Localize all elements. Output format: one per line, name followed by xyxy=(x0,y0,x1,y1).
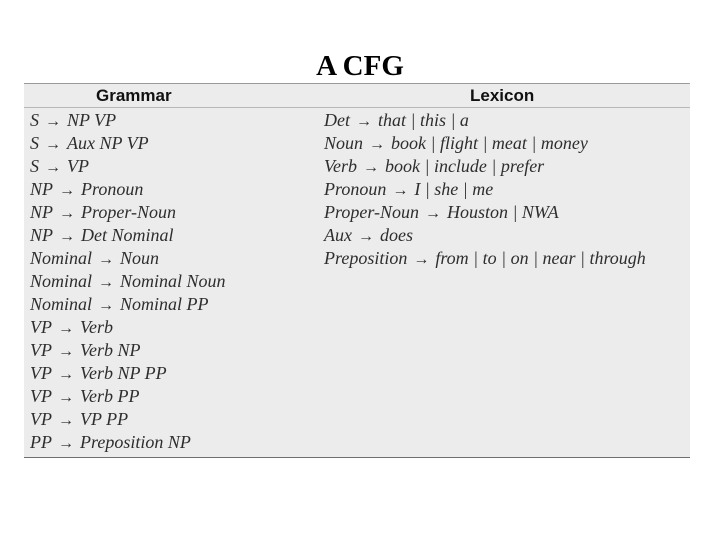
arrow-icon: → xyxy=(98,274,115,291)
arrow-icon: → xyxy=(424,205,441,222)
grammar-rule xyxy=(30,247,226,270)
rule-rhs: book | include | prefer xyxy=(385,156,545,176)
rule-rhs: book | flight | meat | money xyxy=(391,133,588,153)
arrow-icon: → xyxy=(369,136,386,153)
rule-lhs: Proper-Noun xyxy=(324,202,419,222)
rule-lhs: S xyxy=(30,133,39,153)
rule-lhs: VP xyxy=(30,317,52,337)
arrow-icon: → xyxy=(98,297,115,314)
cfg-table xyxy=(24,83,690,458)
arrow-icon: → xyxy=(58,412,74,429)
rule-lhs: VP xyxy=(30,363,52,383)
arrow-icon: → xyxy=(59,182,76,199)
grammar-rule xyxy=(30,178,226,201)
rule-lhs: VP xyxy=(30,340,52,360)
lexicon-rule xyxy=(324,247,646,270)
rule-rhs: NP VP xyxy=(67,110,117,130)
arrow-icon: → xyxy=(363,159,379,176)
rule-rhs: Preposition NP xyxy=(80,432,191,452)
rule-rhs: Pronoun xyxy=(81,179,144,199)
arrow-icon: → xyxy=(58,435,74,452)
rule-rhs: that | this | a xyxy=(378,110,469,130)
arrow-icon: → xyxy=(45,136,61,153)
rule-rhs: VP xyxy=(67,156,89,176)
rule-rhs: Det Nominal xyxy=(81,225,174,245)
arrow-icon: → xyxy=(357,228,374,245)
grammar-rule xyxy=(30,293,226,316)
grammar-rule xyxy=(30,431,226,454)
rule-lhs: Pronoun xyxy=(324,179,387,199)
grammar-rule xyxy=(30,339,226,362)
rule-lhs: Det xyxy=(324,110,350,130)
header-divider xyxy=(24,107,690,108)
rule-rhs: Proper-Noun xyxy=(81,202,176,222)
rule-rhs: VP PP xyxy=(80,409,129,429)
rule-lhs: VP xyxy=(30,386,52,406)
grammar-rule xyxy=(30,385,226,408)
rule-lhs: Preposition xyxy=(324,248,408,268)
grammar-heading: Grammar xyxy=(96,86,172,105)
arrow-icon: → xyxy=(356,113,372,130)
rule-rhs: I | she | me xyxy=(414,179,494,199)
arrow-icon: → xyxy=(59,205,76,222)
rule-rhs: Aux NP VP xyxy=(67,133,149,153)
lexicon-rule xyxy=(324,155,646,178)
grammar-rule xyxy=(30,408,226,431)
rule-lhs: Nominal xyxy=(30,294,93,314)
rule-rhs: Nominal Noun xyxy=(120,271,226,291)
lexicon-rule xyxy=(324,132,646,155)
grammar-rule xyxy=(30,109,226,132)
rule-lhs: Verb xyxy=(324,156,357,176)
rule-lhs: NP xyxy=(30,202,54,222)
rule-rhs: from | to | on | near | through xyxy=(435,248,646,268)
rule-rhs: Verb NP PP xyxy=(80,363,167,383)
grammar-rule xyxy=(30,270,226,293)
arrow-icon: → xyxy=(58,366,74,383)
rule-rhs: does xyxy=(379,225,413,245)
arrow-icon: → xyxy=(58,343,74,360)
grammar-rule xyxy=(30,155,226,178)
arrow-icon: → xyxy=(59,228,76,245)
rule-lhs: Aux xyxy=(324,225,352,245)
grammar-rule xyxy=(30,132,226,155)
rule-lhs: NP xyxy=(30,225,54,245)
rule-rhs: Houston | NWA xyxy=(446,202,559,222)
rule-rhs: Nominal PP xyxy=(120,294,209,314)
lexicon-rule xyxy=(324,201,646,224)
arrow-icon: → xyxy=(45,113,61,130)
arrow-icon: → xyxy=(45,159,61,176)
rule-lhs: VP xyxy=(30,409,52,429)
grammar-rule xyxy=(30,224,226,247)
grammar-rule xyxy=(30,316,226,339)
arrow-icon: → xyxy=(98,251,115,268)
rule-rhs: Verb xyxy=(80,317,113,337)
arrow-icon: → xyxy=(58,389,74,406)
rule-lhs: Nominal xyxy=(30,248,93,268)
rule-rhs: Verb PP xyxy=(80,386,140,406)
lexicon-rule-list xyxy=(324,109,646,270)
grammar-rule xyxy=(30,201,226,224)
slide-title: A CFG xyxy=(316,50,404,82)
rule-lhs: S xyxy=(30,110,39,130)
grammar-rule xyxy=(30,362,226,385)
arrow-icon: → xyxy=(413,251,430,268)
rule-lhs: Nominal xyxy=(30,271,93,291)
rule-lhs: Noun xyxy=(324,133,364,153)
rule-rhs: Verb NP xyxy=(80,340,141,360)
lexicon-heading: Lexicon xyxy=(470,86,535,105)
lexicon-rule xyxy=(324,109,646,132)
grammar-rule-list xyxy=(30,109,226,454)
rule-lhs: S xyxy=(30,156,39,176)
rule-lhs: PP xyxy=(30,432,52,452)
rule-rhs: Noun xyxy=(120,248,160,268)
lexicon-rule xyxy=(324,224,646,247)
arrow-icon: → xyxy=(58,320,74,337)
rule-lhs: NP xyxy=(30,179,54,199)
arrow-icon: → xyxy=(392,182,409,199)
lexicon-rule xyxy=(324,178,646,201)
